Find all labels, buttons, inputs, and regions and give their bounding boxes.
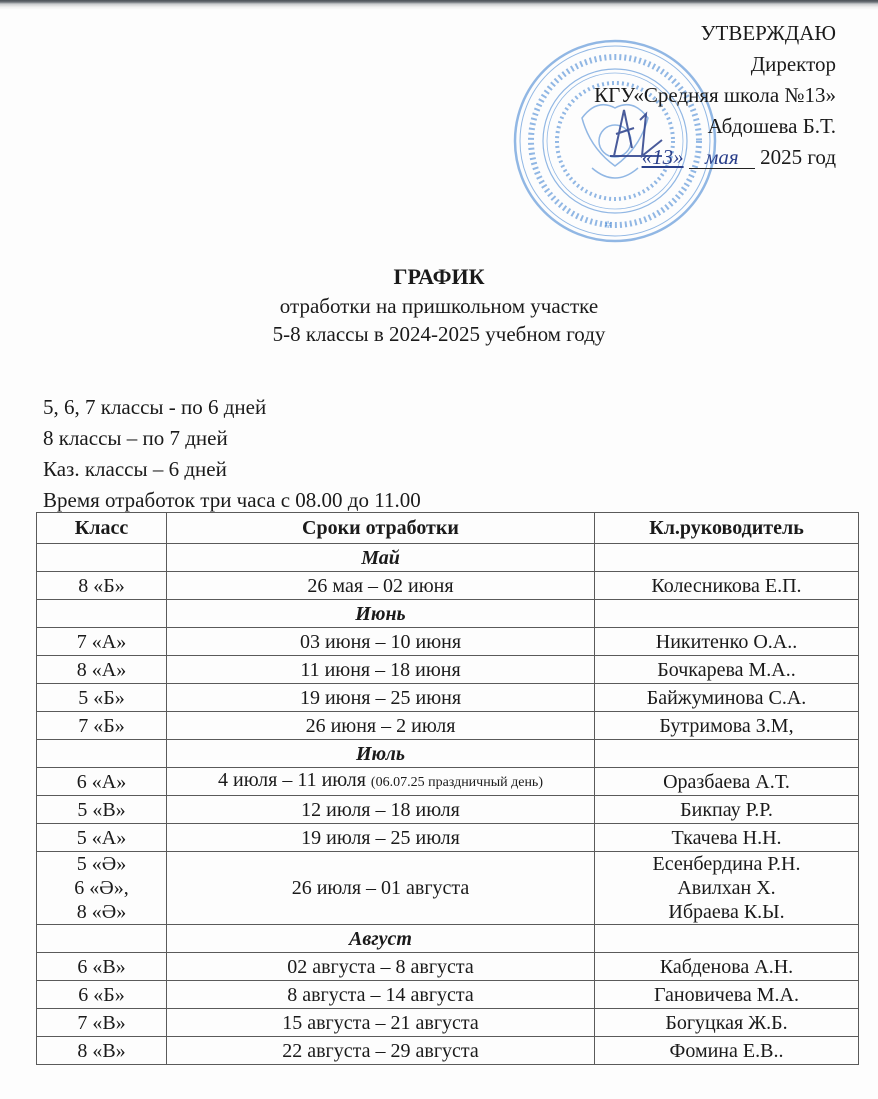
month-row [37, 925, 859, 953]
class-cell: 7 «А» [37, 628, 167, 656]
table-row [37, 796, 859, 824]
class-cell: 7 «В» [37, 1009, 167, 1037]
period-text: 8 августа – 14 августа [287, 983, 474, 1006]
class-cell: 8 «Б» [37, 572, 167, 600]
period-cell: 26 июля – 01 августа [167, 852, 595, 925]
month-label: Июнь [167, 600, 595, 628]
table-row [37, 656, 859, 684]
period-cell [167, 1037, 595, 1065]
period-text: 26 мая – 02 июня [307, 574, 454, 597]
table-row [37, 981, 859, 1009]
approval-block [594, 18, 836, 173]
class-cell: 7 «Б» [37, 712, 167, 740]
teacher-cell-empty [595, 544, 859, 572]
period-cell [167, 981, 595, 1009]
month-label: Август [167, 925, 595, 953]
teacher-cell: Бутримова З.М, [595, 712, 859, 740]
teacher-cell: Гановичева М.А. [595, 981, 859, 1009]
teacher-cell: Никитенко О.А.. [595, 628, 859, 656]
table-row [37, 1009, 859, 1037]
period-text: 22 августа – 29 августа [282, 1039, 479, 1062]
period-text: 15 августа – 21 августа [282, 1011, 479, 1034]
teacher-line: Авилхан Х. [677, 877, 776, 899]
schedule-table [36, 512, 859, 1065]
month-label: Июль [167, 740, 595, 768]
class-cell: 8 «А» [37, 656, 167, 684]
approval-date-year: 2025 год [760, 145, 836, 169]
period-text: 26 июня – 2 июля [305, 714, 456, 737]
teacher-line: Есенбердина Р.Н. [652, 853, 801, 875]
table-row [37, 628, 859, 656]
class-cell: 5 «А» [37, 824, 167, 852]
approval-date-day: «13» [641, 145, 684, 169]
svg-text:✲: ✲ [604, 220, 613, 231]
period-cell [167, 768, 595, 796]
approval-organization: КГУ«Средняя школа №13» [594, 83, 836, 107]
class-line: 5 «Ә» [76, 853, 127, 875]
period-text: 19 июня – 25 июня [299, 686, 462, 709]
class-cell: 6 «Б» [37, 981, 167, 1009]
approval-name: Абдошева Б.Т. [707, 114, 836, 138]
table-header-row [37, 513, 859, 544]
class-line: 8 «Ә» [76, 901, 127, 923]
period-cell [167, 953, 595, 981]
period-cell [167, 628, 595, 656]
class-cell: 6 «А» [37, 768, 167, 796]
header-period: Сроки отработки [167, 513, 595, 544]
title-line-1: отработки на пришкольном участке [279, 294, 599, 318]
teacher-cell: Кабденова А.Н. [595, 953, 859, 981]
period-cell [167, 684, 595, 712]
table-row [37, 684, 859, 712]
teacher-cell-empty [595, 925, 859, 953]
period-text: 4 июля – 11 июля [218, 769, 366, 791]
period-cell [167, 572, 595, 600]
class-cell-empty [37, 544, 167, 572]
class-cell [37, 852, 167, 925]
class-cell-empty [37, 600, 167, 628]
class-cell-empty [37, 925, 167, 953]
teacher-cell-empty [595, 600, 859, 628]
table-row [37, 1037, 859, 1065]
period-cell [167, 824, 595, 852]
teacher-cell: Оразбаева А.Т. [595, 768, 859, 796]
table-row [37, 824, 859, 852]
title-line-2: 5-8 классы в 2024-2025 учебном году [272, 322, 606, 346]
viewer-top-edge [0, 0, 878, 10]
class-cell: 6 «В» [37, 953, 167, 981]
period-text: 11 июня – 18 июня [300, 658, 461, 681]
table-row [37, 768, 859, 796]
note-line: 8 классы – по 7 дней [43, 426, 228, 450]
note-line: 5, 6, 7 классы - по 6 дней [43, 395, 267, 419]
teacher-cell: Бочкарева М.А.. [595, 656, 859, 684]
approval-date [594, 142, 836, 173]
period-text: 19 июля – 25 июля [301, 826, 460, 849]
teacher-cell: Бикпау Р.Р. [595, 796, 859, 824]
notes-block [43, 392, 421, 516]
teacher-cell: Колесникова Е.П. [595, 572, 859, 600]
period-text: 02 августа – 8 августа [287, 955, 474, 978]
period-text: 03 июня – 10 июня [299, 630, 462, 653]
teacher-cell: Байжуминова С.А. [595, 684, 859, 712]
approval-position: Директор [750, 52, 836, 76]
teacher-cell [595, 852, 859, 925]
class-cell-empty [37, 740, 167, 768]
header-class: Класс [37, 513, 167, 544]
note-line: Время отработок три часа с 08.00 до 11.00 [43, 488, 421, 512]
month-row [37, 600, 859, 628]
note-line: Каз. классы – 6 дней [43, 457, 227, 481]
period-note: (06.07.25 праздничный день) [370, 775, 543, 790]
approval-heading: УТВЕРЖДАЮ [700, 21, 836, 45]
period-cell [167, 796, 595, 824]
teacher-cell: Богуцкая Ж.Б. [595, 1009, 859, 1037]
teacher-cell-empty [595, 740, 859, 768]
class-cell: 5 «В» [37, 796, 167, 824]
header-teacher: Кл.руководитель [595, 513, 859, 544]
table-row [37, 572, 859, 600]
period-cell [167, 1009, 595, 1037]
class-cell: 8 «В» [37, 1037, 167, 1065]
title-main: ГРАФИК [393, 264, 485, 289]
month-row [37, 740, 859, 768]
table-row-multi [37, 852, 859, 925]
class-line: 6 «Ә», [74, 877, 129, 899]
document-title [0, 262, 878, 348]
approval-date-month: мая [689, 146, 755, 169]
table-row [37, 953, 859, 981]
period-text: 12 июля – 18 июля [301, 798, 460, 821]
period-cell [167, 712, 595, 740]
month-label: Май [167, 544, 595, 572]
class-cell: 5 «Б» [37, 684, 167, 712]
teacher-cell: Ткачева Н.Н. [595, 824, 859, 852]
month-row [37, 544, 859, 572]
table-row [37, 712, 859, 740]
teacher-cell: Фомина Е.В.. [595, 1037, 859, 1065]
period-cell [167, 656, 595, 684]
teacher-line: Ибраева К.Ы. [668, 901, 785, 923]
